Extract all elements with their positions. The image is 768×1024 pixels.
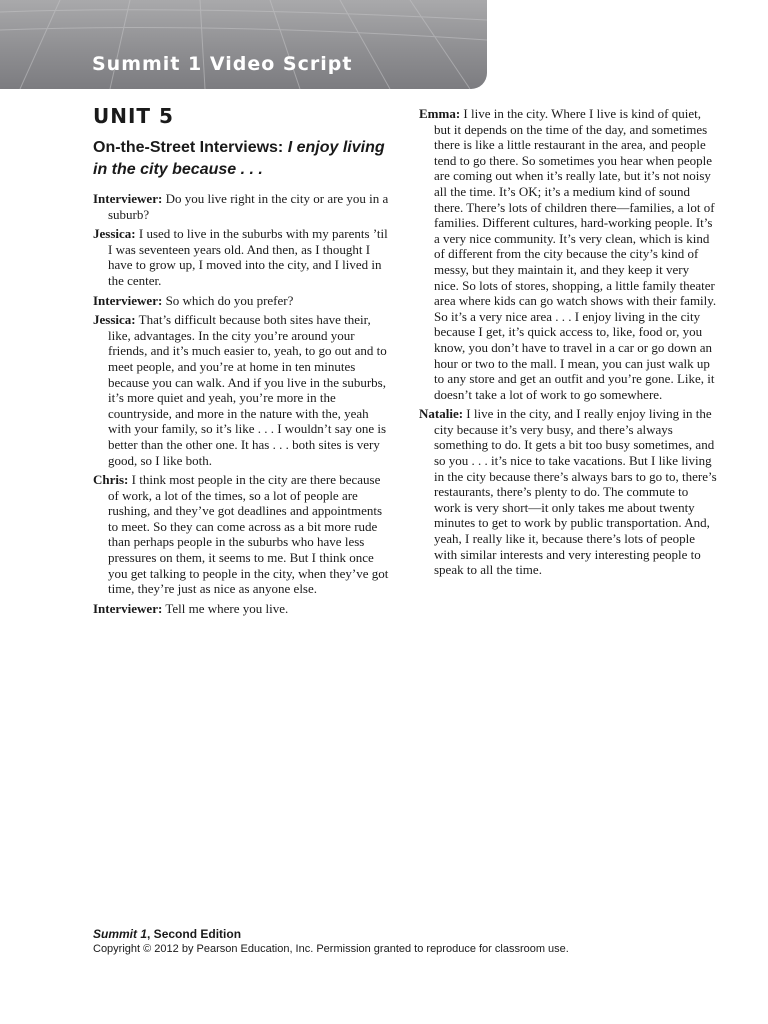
dialogue-paragraph <box>419 106 717 402</box>
dialogue-paragraph <box>93 293 391 309</box>
footer-copyright: Copyright © 2012 by Pearson Education, Inc. Permission granted to reproduce for classroom use. <box>93 943 569 955</box>
speaker-name: Jessica: <box>93 312 136 328</box>
dialogue-paragraph <box>93 191 391 222</box>
banner-title: Summit 1 Video Script <box>92 53 353 75</box>
speaker-name: Interviewer: <box>93 191 163 206</box>
right-column <box>419 106 717 582</box>
dialogue-paragraph <box>93 312 391 468</box>
speaker-text: I used to live in the suburbs with my parents ’til I was seventeen years old. And then, as I thought I have to grow up, I moved into the city, and I lived in the center. <box>108 226 388 288</box>
left-dialogue <box>93 191 391 616</box>
left-column <box>93 104 391 620</box>
speaker-name: Jessica: <box>93 226 136 242</box>
footer-edition <box>93 927 569 942</box>
banner-grid-pattern <box>0 0 487 89</box>
right-dialogue <box>419 106 717 578</box>
footer-title-italic: Summit 1 <box>93 927 148 941</box>
dialogue-paragraph <box>93 472 391 597</box>
subtitle-plain: On-the-Street Interviews: <box>93 139 284 156</box>
speaker-name: Chris: <box>93 472 129 488</box>
header-banner <box>0 0 487 89</box>
subtitle-italic: I enjoy living in the city because . . . <box>93 139 385 178</box>
dialogue-paragraph <box>93 601 391 617</box>
speaker-text: Do you live right in the city or are you in a suburb? <box>108 191 389 222</box>
dialogue-paragraph <box>419 406 717 578</box>
dialogue-paragraph <box>93 226 391 288</box>
page-footer <box>93 927 569 957</box>
speaker-text: I think most people in the city are there because of work, a lot of the times, so a lot of people are rushing, and they’ve got deadlines and appointments to meet. So they can come across as a bit more rude than perhaps people in the suburbs who have less pressures on them, it seems to me. But I think once you get talking to people in the city, when they’ve got time, they’re just as nice as anyone else. <box>108 472 389 597</box>
speaker-name: Interviewer: <box>93 292 163 308</box>
footer-title-rest: , Second Edition <box>147 927 242 941</box>
section-subtitle <box>93 137 391 181</box>
speaker-name: Natalie: <box>419 406 464 422</box>
unit-title: UNIT 5 <box>93 104 174 128</box>
speaker-text: I live in the city. Where I live is kind of quiet, but it depends on the time of the day, and sometimes there is like a little restaurant in the area, and people tend to go there. So sometimes you hear when people are coming out when it’s really late, but it’s not noisy all the time. It’s OK; it’s a medium kind of sound there. There’s lots of children there—families, a lot of families. Different cultures, hard-working people. It’s a very nice community. It’s very clean, which is kind of different from the city because the city’s kind of messy, but they maintain it, and they keep it very nice. So lots of stores, shopping, a little family theater area where kids can go watch shows with their family. So it’s a very nice area . . . I enjoy living in the city because I get, it’s quick access to, like, food or, you know, you don’t have to travel in a car or go down an hour or two to the mall. I mean, you can just walk up to any store and get an outfit and you’re gone. Like, it doesn’t take a lot of work to go somewhere. <box>434 106 717 402</box>
speaker-name: Interviewer: <box>93 600 163 616</box>
speaker-text: That’s difficult because both sites have their, like, advantages. In the city you’re around your friends, and it’s much easier to, yeah, to go out and to meet people, and you’re at home in ten minutes because you can walk. And if you live in the suburbs, it’s more quiet and yeah, you’re more in the countryside, and more in the nature with the, yeah with your family, so it’s like . . . I wouldn’t say one is better than the other one. It has . . . both sites is very good, so I like both. <box>108 312 387 468</box>
speaker-text: I live in the city, and I really enjoy living in the city because it’s very busy, and there’s always something to do. It gets a bit too busy sometimes, and so you . . . it’s nice to take vacations. But I like living in the city because there’s always bars to go to, there’s restaurants, there’s plenty to do. The commute to work is very short—it only takes me about twenty minutes to get to work by public transportation. And, yeah, I really like it, because there’s lots of people with similar interests and very interesting people to speak to all the time. <box>434 406 717 578</box>
speaker-text: So which do you prefer? <box>165 292 294 308</box>
speaker-text: Tell me where you live. <box>165 600 289 616</box>
speaker-name: Emma: <box>419 106 461 121</box>
